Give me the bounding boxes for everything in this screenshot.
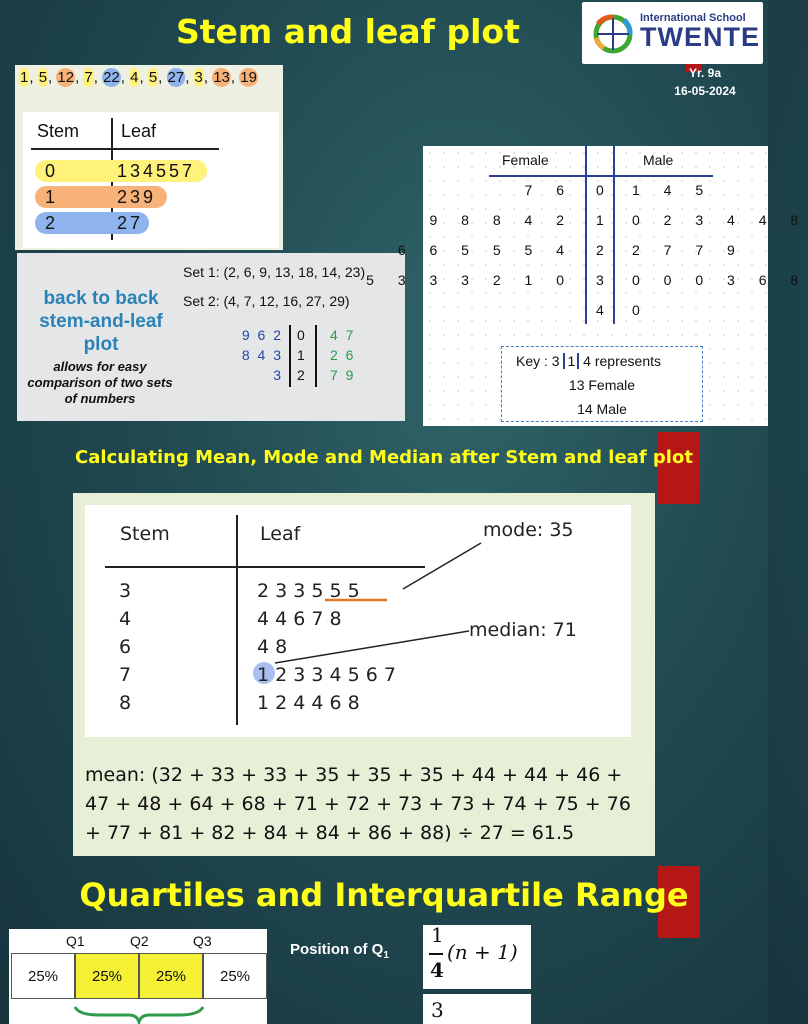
row-stem: 6 [119, 636, 132, 658]
key-prefix: Key : 3 [516, 353, 560, 369]
quartile-box: 25% [75, 953, 139, 999]
row-stem: 2 [45, 213, 56, 233]
seq-value: 12 [57, 69, 75, 86]
row-leaf: 134557 [117, 161, 196, 181]
row-leaf: 2 3 3 5 5 5 [257, 580, 360, 602]
stem-leaf-example-panel [15, 65, 283, 250]
male-leaf: 0 0 0 3 6 8 [632, 272, 808, 288]
bb-stem: 0 [297, 327, 305, 343]
formula-numerator: 1 [431, 923, 444, 947]
position-q1-label [290, 941, 389, 961]
fm-stem: 3 [596, 272, 604, 288]
quartile-box: 25% [11, 953, 75, 999]
leaf-header: Leaf [121, 121, 157, 141]
header-divider [31, 148, 219, 150]
class-label: Yr. 9a [688, 66, 722, 80]
bb-left-leaf: 8 4 3 [241, 347, 283, 363]
mean-mode-median-panel [73, 493, 655, 856]
back-to-back-title: back to back stem-and-leaf plot [39, 288, 163, 355]
stem-header: Stem [37, 121, 80, 141]
back-to-back-subtitle: allows for easy comparison of two sets of numbers [27, 359, 173, 406]
female-leaf: 6 6 5 5 5 4 [397, 242, 574, 258]
row-leaf: 1 2 3 3 4 5 6 7 [257, 664, 396, 686]
page-title: Stem and leaf plot [176, 12, 520, 51]
bb-left-leaf: 9 6 2 [241, 327, 283, 343]
row-leaf: 4 8 [257, 636, 288, 658]
bb-right-leaf: 4 7 [330, 327, 356, 343]
key-stem: 1 [563, 353, 579, 369]
school-logo [582, 2, 763, 64]
back-to-back-panel [17, 253, 405, 421]
seq-value: 1 [20, 69, 29, 86]
fm-stem: 0 [596, 182, 604, 198]
male-leaf: 0 2 3 4 4 8 [632, 212, 808, 228]
female-header: Female [502, 152, 549, 168]
bb-divider-right [315, 325, 317, 387]
stem-leaf-row [35, 212, 265, 234]
formula-q1 [423, 925, 531, 989]
bb-stem: 1 [297, 347, 305, 363]
female-leaf: 7 6 [524, 182, 574, 198]
seq-value: 4 [130, 69, 139, 86]
section-subtitle-quartiles: Quartiles and Interquartile Range [79, 876, 689, 914]
bb-right-leaf: 2 6 [330, 347, 356, 363]
logo-line1: International School [640, 12, 746, 24]
position-text: Position of Q [290, 941, 384, 958]
row-leaf: 239 [117, 187, 157, 207]
set1-text: Set 1: (2, 6, 9, 13, 18, 14, 23) [183, 264, 366, 280]
formula-rest: (n + 1) [447, 940, 518, 964]
seq-value: 3 [194, 69, 203, 86]
formula-numerator: 3 [431, 998, 444, 1022]
fm-stem: 4 [596, 302, 604, 318]
stem-leaf-row [35, 160, 265, 182]
formula-q3 [423, 994, 531, 1024]
stem-leaf-row [35, 186, 265, 208]
position-subscript: 1 [383, 950, 389, 961]
row-stem: 8 [119, 692, 132, 714]
row-leaf: 1 2 4 4 6 8 [257, 692, 360, 714]
date-label: 16-05-2024 [674, 84, 736, 98]
male-header: Male [643, 152, 674, 168]
row-stem: 3 [119, 580, 132, 602]
row-stem: 1 [45, 187, 56, 207]
seq-value: 5 [38, 69, 48, 86]
key-box [501, 346, 703, 422]
seq-value: 5 [148, 69, 158, 86]
row-stem: 7 [119, 664, 132, 686]
section-subtitle-mean-mode-median: Calculating Mean, Mode and Median after Stem and leaf plot [75, 447, 693, 468]
fraction-bar [429, 953, 443, 955]
key-suffix: 4 represents [583, 353, 661, 369]
bb-right-leaf: 7 9 [330, 367, 356, 383]
seq-value: 27 [167, 69, 185, 86]
fm-stem: 1 [596, 212, 604, 228]
female-leaf: 5 3 3 3 2 1 0 [366, 272, 574, 288]
set2-text: Set 2: (4, 7, 12, 16, 27, 29) [183, 293, 350, 309]
stem-header: Stem [120, 523, 170, 545]
mode-label: mode: 35 [483, 519, 574, 541]
bb-stem: 2 [297, 367, 305, 383]
seq-value: 13 [213, 69, 230, 86]
seq-value: 22 [103, 69, 120, 86]
male-leaf: 2 7 7 9 [632, 242, 745, 258]
bb-left-leaf: 3 [273, 367, 283, 383]
seq-value: 7 [84, 69, 93, 86]
row-stem: 4 [119, 608, 132, 630]
key-line1 [516, 353, 661, 369]
stem-leaf-card [85, 505, 631, 737]
logo-line2: TWENTE [640, 22, 760, 52]
male-leaf: 1 4 5 [632, 182, 714, 198]
female-male-panel [366, 146, 808, 426]
formula-denominator: 4 [430, 958, 444, 982]
stem-leaf-card [23, 112, 279, 248]
male-leaf: 0 [632, 302, 650, 318]
key-line3: 14 Male [577, 401, 627, 417]
quartile-box: 25% [203, 953, 267, 999]
q1-label: Q1 [66, 933, 85, 949]
female-leaf: 9 8 8 4 2 [429, 212, 574, 228]
seq-value: 19 [240, 69, 257, 86]
leaf-header: Leaf [260, 523, 301, 545]
red-accent-tab [657, 432, 700, 504]
iqr-brace-icon [69, 1005, 209, 1024]
key-line2: 13 Female [568, 377, 636, 393]
q2-label: Q2 [130, 933, 149, 949]
quartile-box: 25% [139, 953, 203, 999]
globe-logo-icon [590, 12, 636, 56]
median-label: median: 71 [469, 619, 577, 641]
data-sequence: 1, 5, 12, 7, 22, 4, 5, 27, 3, 13, 19 [20, 69, 257, 86]
q3-label: Q3 [193, 933, 212, 949]
fm-stem: 2 [596, 242, 604, 258]
row-leaf: 4 4 6 7 8 [257, 608, 342, 630]
mean-calculation: mean: (32 + 33 + 33 + 35 + 35 + 35 + 44 + 44 + 46 + 47 + 48 + 64 + 68 + 71 + 72 + 73 + 73 + 74 + 75 + 76 + 77 + 81 + 82 + 84 + 84 + 86 + 88) ÷ 27 = 61.5 [85, 764, 631, 844]
row-stem: 0 [45, 161, 56, 181]
bb-divider-left [289, 325, 291, 387]
row-leaf: 27 [117, 213, 144, 233]
quartile-diagram [9, 929, 267, 1024]
